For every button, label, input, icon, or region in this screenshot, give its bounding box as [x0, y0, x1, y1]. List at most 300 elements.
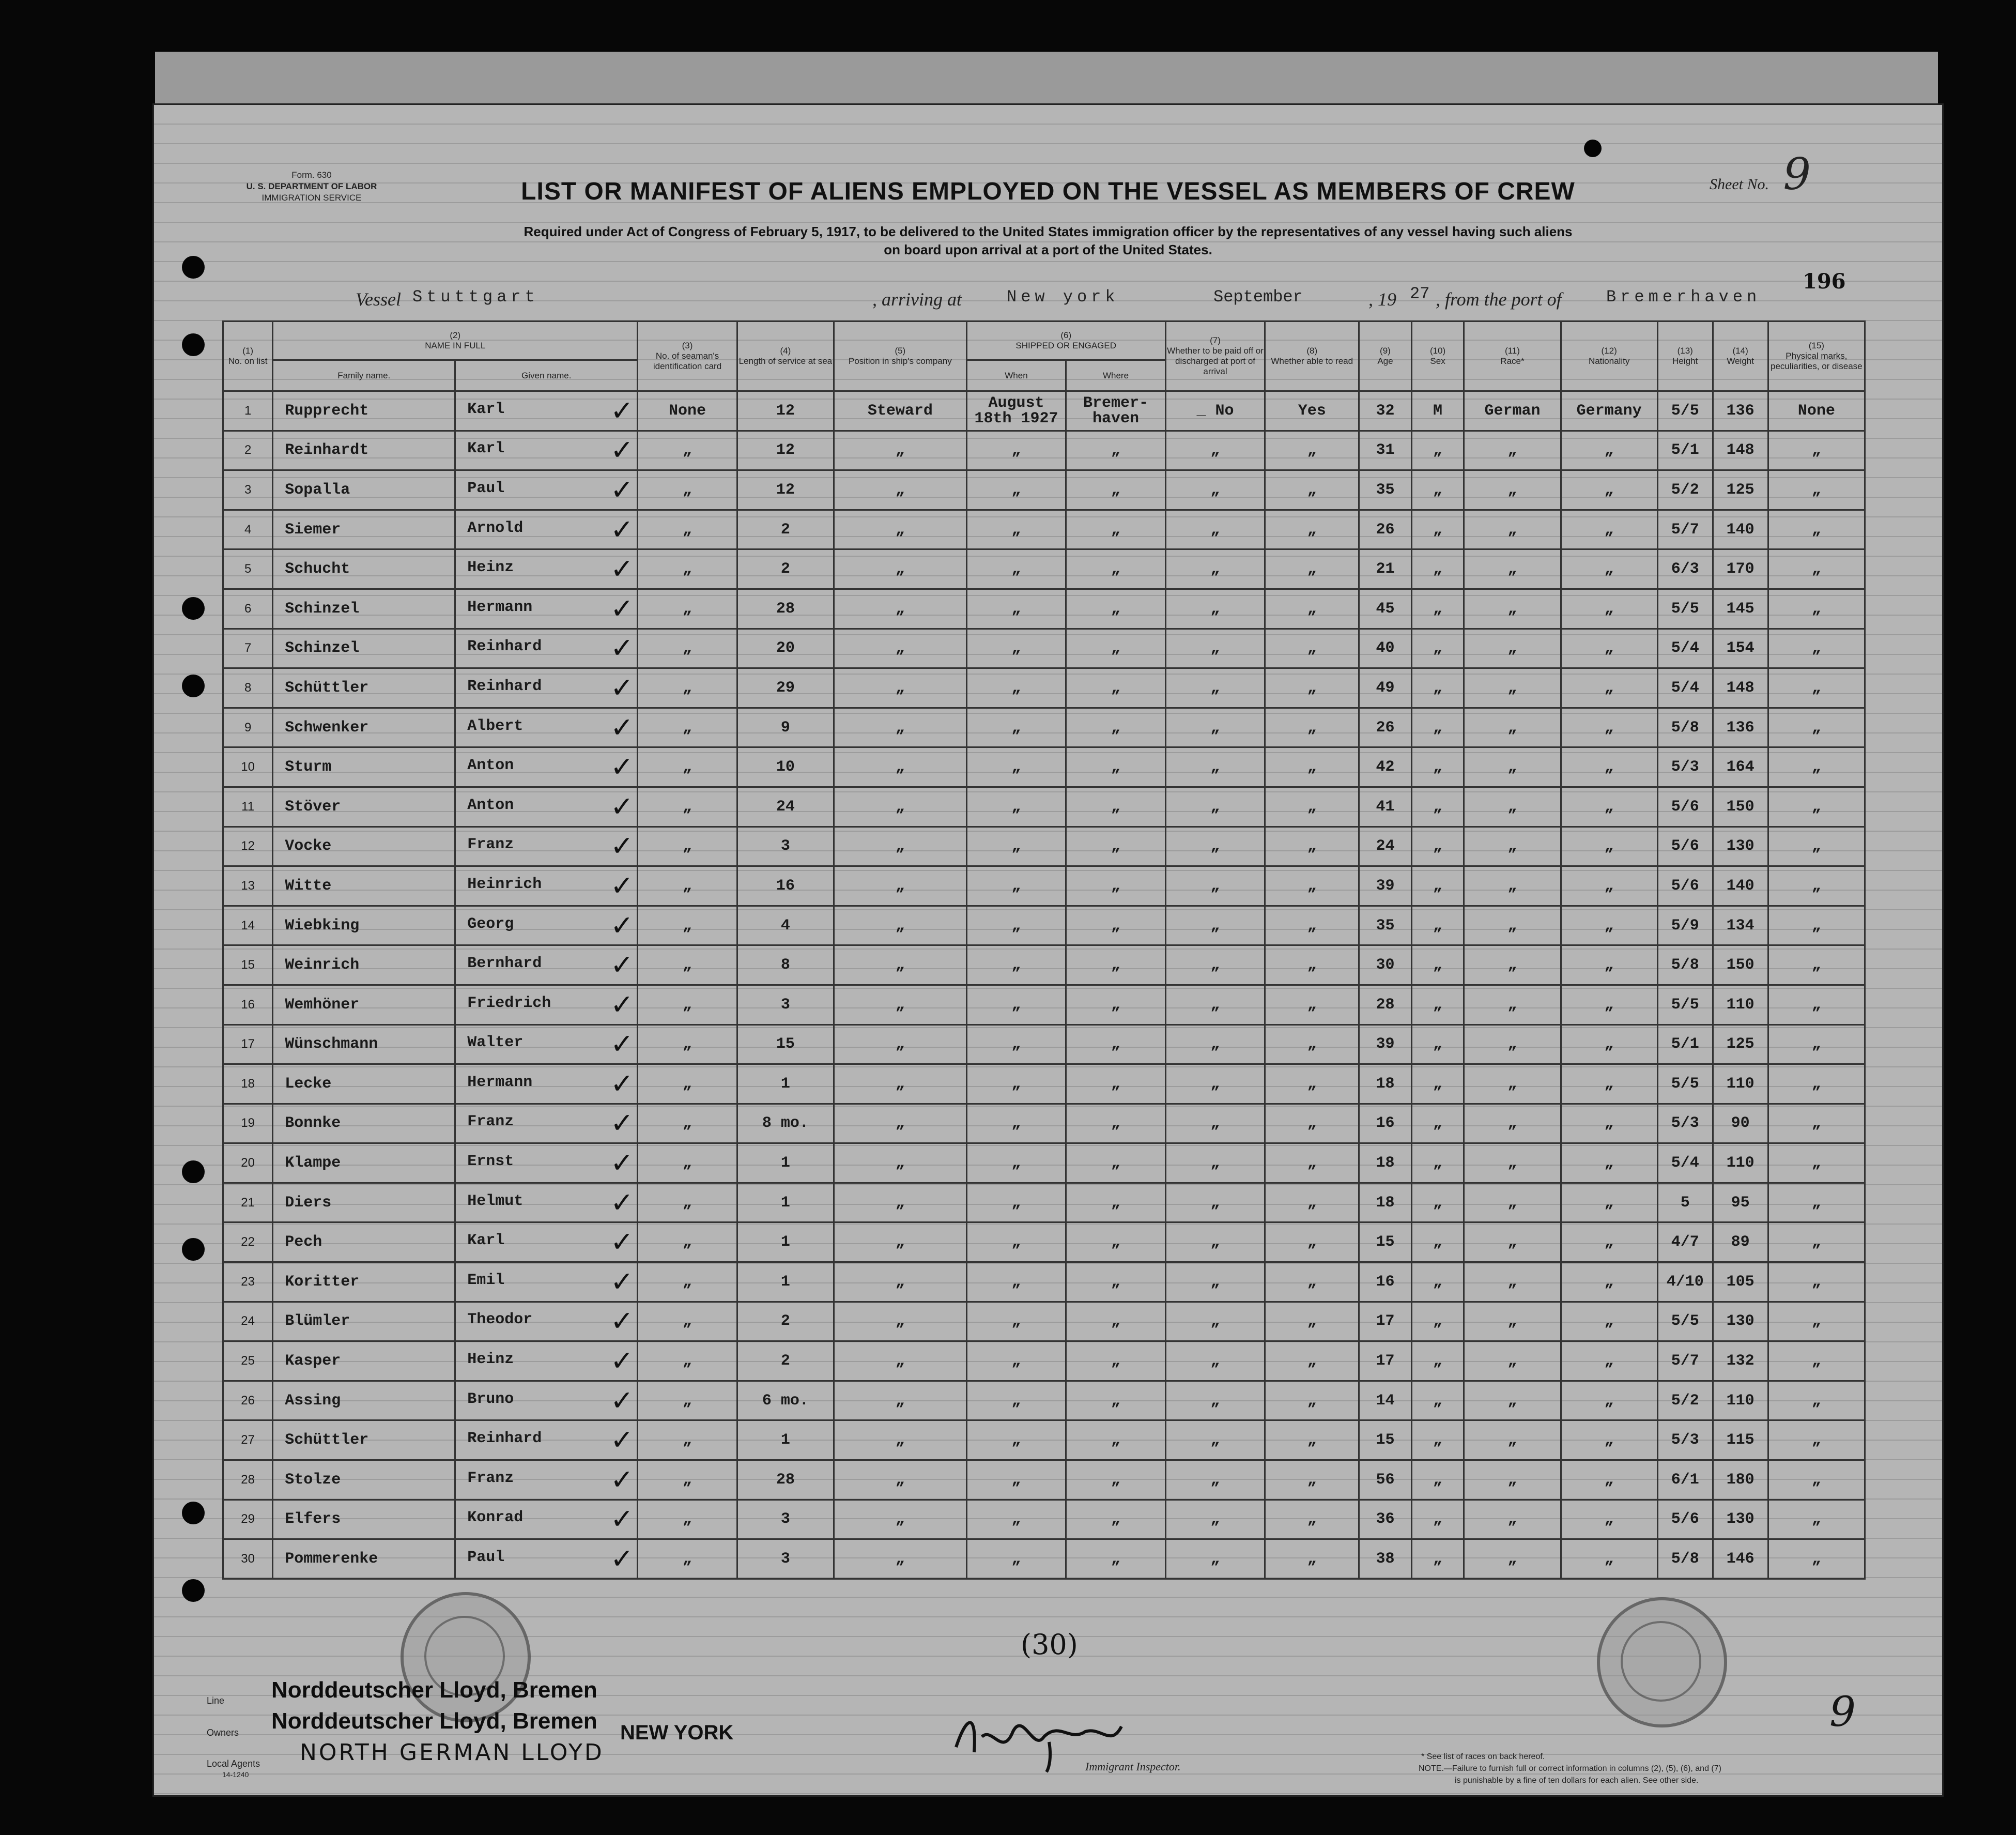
cell-race: „: [1464, 1539, 1561, 1579]
cell-race: „: [1464, 985, 1561, 1024]
cell-id-card: „: [638, 985, 737, 1024]
cell-marks: None: [1768, 391, 1865, 431]
cell-position: „: [834, 1183, 966, 1222]
cell-where: „: [1066, 1024, 1166, 1064]
given-name-text: Georg: [467, 915, 514, 933]
cell-marks: „: [1768, 985, 1865, 1024]
cell-sex: „: [1411, 1460, 1464, 1500]
cell-where: [1066, 391, 1166, 431]
cell-age: 39: [1359, 866, 1412, 906]
cell-race: „: [1464, 1064, 1561, 1104]
cell-when: „: [966, 906, 1066, 945]
col-read-header: (8) Whether able to read: [1265, 322, 1359, 391]
cell-service: 10: [737, 747, 834, 787]
cell-marks: „: [1768, 549, 1865, 589]
cell-paid-off: „: [1165, 589, 1265, 629]
col-shipped-header: (6) SHIPPED OR ENGAGED: [966, 322, 1165, 360]
cell-age: 18: [1359, 1143, 1412, 1183]
total-count: (30): [1021, 1628, 1078, 1661]
cell-weight: 110: [1713, 1381, 1768, 1420]
cell-age: 17: [1359, 1341, 1412, 1381]
cell-marks: „: [1768, 1381, 1865, 1420]
cell-paid-off: „: [1165, 1381, 1265, 1420]
cell-position: „: [834, 708, 966, 747]
cell-sex: „: [1411, 431, 1464, 470]
cell-when: „: [966, 747, 1066, 787]
cell-when: „: [966, 510, 1066, 549]
cell-able-to-read: „: [1265, 827, 1359, 866]
cell-when-line-1: August: [988, 394, 1044, 412]
cell-paid-off: „: [1165, 1460, 1265, 1500]
cell-height: 5/5: [1657, 589, 1713, 629]
cell-family-name: Diers: [273, 1183, 455, 1222]
cell-weight: 164: [1713, 747, 1768, 787]
cell-weight: 150: [1713, 787, 1768, 827]
cell-given-name: [455, 708, 638, 747]
cell-position: „: [834, 1420, 966, 1460]
cell-age: 36: [1359, 1500, 1412, 1539]
cell-position: „: [834, 1341, 966, 1381]
cell-given-name: [455, 431, 638, 470]
cell-race: „: [1464, 470, 1561, 510]
cell-position: „: [834, 1104, 966, 1143]
service-name: IMMIGRATION SERVICE: [261, 193, 362, 203]
cell-service: 8: [737, 945, 834, 985]
check-mark-icon: ✓: [610, 1344, 634, 1378]
punch-hole: [182, 333, 205, 356]
punch-hole: [182, 1160, 205, 1183]
cell-position: „: [834, 1460, 966, 1500]
col-nationality-header: (12) Nationality: [1561, 322, 1657, 391]
cell-nationality: „: [1561, 1183, 1657, 1222]
cell-id-card: „: [638, 1064, 737, 1104]
cell-family-name: Schucht: [273, 549, 455, 589]
cell-when: „: [966, 1539, 1066, 1579]
col-weight-header: (14) Weight: [1713, 322, 1768, 391]
punch-hole: [1584, 140, 1602, 157]
cell-nationality: „: [1561, 1143, 1657, 1183]
cell-when: „: [966, 668, 1066, 708]
cell-sex: „: [1411, 787, 1464, 827]
cell-weight: 140: [1713, 510, 1768, 549]
cell-age: 35: [1359, 470, 1412, 510]
cell-service: 2: [737, 1302, 834, 1341]
cell-race: „: [1464, 1381, 1561, 1420]
fine-note-1: NOTE.—Failure to furnish full or correct information in columns (2), (5), (6), and (7): [1419, 1764, 1721, 1773]
cell-where: „: [1066, 1104, 1166, 1143]
check-mark-icon: ✓: [610, 830, 634, 863]
table-row: [223, 708, 1865, 747]
given-name-text: Friedrich: [467, 994, 551, 1012]
cell-where: „: [1066, 1222, 1166, 1262]
cell-nationality: „: [1561, 1262, 1657, 1302]
cell-nationality: „: [1561, 827, 1657, 866]
cell-race: „: [1464, 1262, 1561, 1302]
cell-able-to-read: „: [1265, 787, 1359, 827]
cell-sex: „: [1411, 827, 1464, 866]
given-name-text: Bernhard: [467, 955, 542, 973]
cell-race: „: [1464, 1143, 1561, 1183]
cell-id-card: „: [638, 629, 737, 668]
cell-where: „: [1066, 549, 1166, 589]
cell-age: 38: [1359, 1539, 1412, 1579]
cell-where: „: [1066, 866, 1166, 906]
cell-service: 20: [737, 629, 834, 668]
cell-able-to-read: „: [1265, 1500, 1359, 1539]
department-name: U. S. DEPARTMENT OF LABOR: [246, 181, 377, 191]
cell-able-to-read: „: [1265, 1460, 1359, 1500]
cell-weight: 136: [1713, 391, 1768, 431]
cell-sex: „: [1411, 629, 1464, 668]
table-row: [223, 1104, 1865, 1143]
cell-no: 16: [223, 985, 273, 1024]
cell-race: „: [1464, 1222, 1561, 1262]
cell-marks: „: [1768, 787, 1865, 827]
cell-marks: „: [1768, 866, 1865, 906]
cell-able-to-read: „: [1265, 866, 1359, 906]
cell-height: 6/1: [1657, 1460, 1713, 1500]
cell-when: „: [966, 985, 1066, 1024]
cell-given-name: [455, 1183, 638, 1222]
given-name-text: Helmut: [467, 1192, 524, 1210]
check-mark-icon: ✓: [610, 473, 634, 506]
cell-sex: M: [1411, 391, 1464, 431]
cell-sex: „: [1411, 747, 1464, 787]
cell-weight: 170: [1713, 549, 1768, 589]
cell-able-to-read: „: [1265, 1222, 1359, 1262]
cell-sex: „: [1411, 1222, 1464, 1262]
cell-sex: „: [1411, 906, 1464, 945]
agents-city: NEW YORK: [620, 1721, 734, 1744]
cell-race: „: [1464, 1104, 1561, 1143]
crew-manifest-table: [222, 320, 1866, 1580]
cell-family-name: Schüttler: [273, 668, 455, 708]
cell-marks: „: [1768, 1262, 1865, 1302]
given-name-text: Heinrich: [467, 875, 542, 893]
cell-paid-off: „: [1165, 906, 1265, 945]
cell-given-name: [455, 589, 638, 629]
cell-where: „: [1066, 629, 1166, 668]
cell-given-name: [455, 1500, 638, 1539]
cell-no: 2: [223, 431, 273, 470]
cell-service: 1: [737, 1183, 834, 1222]
check-mark-icon: ✓: [610, 553, 634, 586]
cell-age: 15: [1359, 1222, 1412, 1262]
page-number: 196: [1803, 269, 1846, 294]
cell-able-to-read: „: [1265, 431, 1359, 470]
cell-age: 18: [1359, 1064, 1412, 1104]
col-marks-header: (15) Physical marks, peculiarities, or disease: [1768, 322, 1865, 391]
cell-paid-off: „: [1165, 1024, 1265, 1064]
cell-weight: 125: [1713, 1024, 1768, 1064]
cell-family-name: Elfers: [273, 1500, 455, 1539]
cell-sex: „: [1411, 1064, 1464, 1104]
cell-no: 6: [223, 589, 273, 629]
given-name-text: Albert: [467, 717, 524, 735]
cell-paid-off: „: [1165, 510, 1265, 549]
given-name-text: Ernst: [467, 1153, 514, 1171]
cell-given-name: [455, 906, 638, 945]
cell-id-card: „: [638, 1539, 737, 1579]
cell-age: 42: [1359, 747, 1412, 787]
table-row: [223, 668, 1865, 708]
cell-id-card: „: [638, 470, 737, 510]
cell-paid-off: „: [1165, 629, 1265, 668]
cell-id-card: None: [638, 391, 737, 431]
cell-height: 5/6: [1657, 787, 1713, 827]
cell-able-to-read: „: [1265, 668, 1359, 708]
cell-no: 28: [223, 1460, 273, 1500]
given-name-text: Reinhard: [467, 677, 542, 695]
check-mark-icon: ✓: [610, 869, 634, 902]
cell-no: 5: [223, 549, 273, 589]
cell-position: „: [834, 906, 966, 945]
cell-marks: „: [1768, 431, 1865, 470]
cell-paid-off: „: [1165, 1420, 1265, 1460]
check-mark-icon: ✓: [610, 1186, 634, 1219]
punch-hole: [182, 597, 205, 620]
cell-age: 18: [1359, 1183, 1412, 1222]
sheet-number: 9: [1783, 149, 1811, 200]
table-row: [223, 747, 1865, 787]
cell-age: 49: [1359, 668, 1412, 708]
cell-family-name: Kasper: [273, 1341, 455, 1381]
cell-when: „: [966, 1460, 1066, 1500]
cell-where: „: [1066, 1341, 1166, 1381]
cell-family-name: Reinhardt: [273, 431, 455, 470]
given-name-text: Heinz: [467, 559, 514, 577]
cell-age: 26: [1359, 510, 1412, 549]
cell-service: 1: [737, 1262, 834, 1302]
cell-no: 13: [223, 866, 273, 906]
cell-id-card: „: [638, 708, 737, 747]
cell-family-name: Pommerenke: [273, 1539, 455, 1579]
cell-paid-off: „: [1165, 1104, 1265, 1143]
cell-position: „: [834, 985, 966, 1024]
cell-nationality: „: [1561, 431, 1657, 470]
check-mark-icon: ✓: [610, 592, 634, 625]
cell-height: 5/5: [1657, 1064, 1713, 1104]
cell-paid-off: „: [1165, 1222, 1265, 1262]
footer: [207, 1675, 1933, 1794]
given-name-text: Reinhard: [467, 1430, 542, 1448]
cell-no: 8: [223, 668, 273, 708]
check-mark-icon: ✓: [610, 1265, 634, 1298]
cell-where: „: [1066, 1262, 1166, 1302]
cell-marks: „: [1768, 510, 1865, 549]
cell-height: 5/1: [1657, 1024, 1713, 1064]
vessel-label: Vessel: [356, 289, 401, 310]
check-mark-icon: ✓: [610, 1424, 634, 1457]
cell-height: 5/1: [1657, 431, 1713, 470]
cell-race: „: [1464, 1341, 1561, 1381]
check-mark-icon: ✓: [610, 1305, 634, 1338]
cell-age: 41: [1359, 787, 1412, 827]
cell-sex: „: [1411, 945, 1464, 985]
given-name-text: Franz: [467, 1113, 514, 1131]
table-row: [223, 906, 1865, 945]
cell-weight: 132: [1713, 1341, 1768, 1381]
cell-position: „: [834, 510, 966, 549]
cell-where: „: [1066, 747, 1166, 787]
cell-paid-off: „: [1165, 1183, 1265, 1222]
cell-where: „: [1066, 1500, 1166, 1539]
check-mark-icon: ✓: [610, 751, 634, 784]
cell-able-to-read: „: [1265, 1024, 1359, 1064]
cell-age: 31: [1359, 431, 1412, 470]
page-title: LIST OR MANIFEST OF ALIENS EMPLOYED ON THE VESSEL AS MEMBERS OF CREW: [521, 178, 1575, 205]
table-row: [223, 945, 1865, 985]
cell-sex: „: [1411, 1302, 1464, 1341]
cell-position: „: [834, 431, 966, 470]
cell-when: „: [966, 1222, 1066, 1262]
owners-value: Norddeutscher Lloyd, Bremen: [271, 1708, 597, 1734]
cell-sex: „: [1411, 1420, 1464, 1460]
cell-where-line-2: haven: [1092, 409, 1139, 427]
table-row: [223, 470, 1865, 510]
col-service-header: (4) Length of service at sea: [737, 322, 834, 391]
cell-weight: 140: [1713, 866, 1768, 906]
year-prefix: , 19: [1368, 289, 1396, 310]
cell-family-name: Wünschmann: [273, 1024, 455, 1064]
cell-when: „: [966, 431, 1066, 470]
cell-given-name: [455, 1143, 638, 1183]
cell-family-name: Sturm: [273, 747, 455, 787]
cell-service: 1: [737, 1420, 834, 1460]
cell-marks: „: [1768, 906, 1865, 945]
cell-when: „: [966, 787, 1066, 827]
check-mark-icon: ✓: [610, 1028, 634, 1061]
cell-height: 5/3: [1657, 747, 1713, 787]
cell-given-name: [455, 1222, 638, 1262]
cell-height: 5/3: [1657, 1104, 1713, 1143]
cell-given-name: [455, 1460, 638, 1500]
cell-able-to-read: „: [1265, 470, 1359, 510]
cell-height: 5/8: [1657, 1539, 1713, 1579]
arriving-label: , arriving at: [872, 289, 962, 310]
cell-paid-off: „: [1165, 1064, 1265, 1104]
cell-where: „: [1066, 1183, 1166, 1222]
cell-when: „: [966, 1500, 1066, 1539]
cell-no: 7: [223, 629, 273, 668]
punch-hole: [182, 675, 205, 697]
cell-position: „: [834, 787, 966, 827]
cell-service: 3: [737, 1539, 834, 1579]
cell-id-card: „: [638, 549, 737, 589]
cell-paid-off: „: [1165, 787, 1265, 827]
check-mark-icon: ✓: [610, 1384, 634, 1417]
col-position-header: (5) Position in ship's company: [834, 322, 966, 391]
table-row: [223, 1024, 1865, 1064]
cell-no: 1: [223, 391, 273, 431]
cell-family-name: Pech: [273, 1222, 455, 1262]
cell-no: 26: [223, 1381, 273, 1420]
given-name-text: Paul: [467, 1549, 505, 1567]
cell-id-card: „: [638, 1262, 737, 1302]
cell-age: 26: [1359, 708, 1412, 747]
col-race-header: (11) Race*: [1464, 322, 1561, 391]
check-mark-icon: ✓: [610, 711, 634, 744]
cell-when: „: [966, 1104, 1066, 1143]
cell-given-name: [455, 1302, 638, 1341]
check-mark-icon: ✓: [610, 1067, 634, 1100]
cell-id-card: „: [638, 1420, 737, 1460]
cell-able-to-read: „: [1265, 1183, 1359, 1222]
cell-family-name: Schüttler: [273, 1420, 455, 1460]
cell-weight: 130: [1713, 827, 1768, 866]
cell-nationality: „: [1561, 708, 1657, 747]
cell-nationality: Germany: [1561, 391, 1657, 431]
table-row: [223, 431, 1865, 470]
given-name-text: Karl: [467, 1232, 505, 1250]
cell-when: „: [966, 629, 1066, 668]
cell-able-to-read: „: [1265, 985, 1359, 1024]
cell-id-card: „: [638, 1460, 737, 1500]
cell-given-name: [455, 827, 638, 866]
cell-given-name: [455, 1024, 638, 1064]
cell-id-card: „: [638, 431, 737, 470]
given-name-text: Karl: [467, 400, 505, 418]
check-mark-icon: ✓: [610, 1226, 634, 1259]
arrival-month: September: [1213, 287, 1303, 307]
crew-rows: [223, 391, 1865, 1579]
cell-id-card: „: [638, 787, 737, 827]
cell-sex: „: [1411, 1143, 1464, 1183]
cell-paid-off: „: [1165, 470, 1265, 510]
cell-height: 5/5: [1657, 391, 1713, 431]
cell-age: 15: [1359, 1420, 1412, 1460]
cell-age: 16: [1359, 1262, 1412, 1302]
cell-weight: 180: [1713, 1460, 1768, 1500]
cell-service: 12: [737, 431, 834, 470]
cell-nationality: „: [1561, 866, 1657, 906]
cell-id-card: „: [638, 1104, 737, 1143]
cell-race: „: [1464, 1460, 1561, 1500]
cell-paid-off: „: [1165, 668, 1265, 708]
cell-service: 24: [737, 787, 834, 827]
form-number: Form. 630: [291, 170, 332, 180]
cell-family-name: Schinzel: [273, 589, 455, 629]
cell-where: „: [1066, 787, 1166, 827]
cell-family-name: Koritter: [273, 1262, 455, 1302]
cell-race: „: [1464, 589, 1561, 629]
cell-id-card: „: [638, 1183, 737, 1222]
cell-nationality: „: [1561, 549, 1657, 589]
cell-age: 24: [1359, 827, 1412, 866]
cell-family-name: Stolze: [273, 1460, 455, 1500]
cell-where: „: [1066, 510, 1166, 549]
cell-height: 5/8: [1657, 708, 1713, 747]
cell-no: 10: [223, 747, 273, 787]
cell-no: 24: [223, 1302, 273, 1341]
cell-able-to-read: „: [1265, 1064, 1359, 1104]
cell-marks: „: [1768, 1302, 1865, 1341]
cell-given-name: [455, 629, 638, 668]
cell-marks: „: [1768, 1341, 1865, 1381]
cell-weight: 154: [1713, 629, 1768, 668]
given-name-text: Emil: [467, 1271, 505, 1289]
cell-when-line-2: 18th 1927: [974, 409, 1058, 427]
cell-family-name: Schinzel: [273, 629, 455, 668]
cell-given-name: [455, 668, 638, 708]
cell-able-to-read: „: [1265, 1420, 1359, 1460]
cell-service: 1: [737, 1064, 834, 1104]
cell-weight: 110: [1713, 1064, 1768, 1104]
cell-sex: „: [1411, 549, 1464, 589]
cell-race: „: [1464, 668, 1561, 708]
cell-no: 11: [223, 787, 273, 827]
check-mark-icon: ✓: [610, 394, 634, 427]
